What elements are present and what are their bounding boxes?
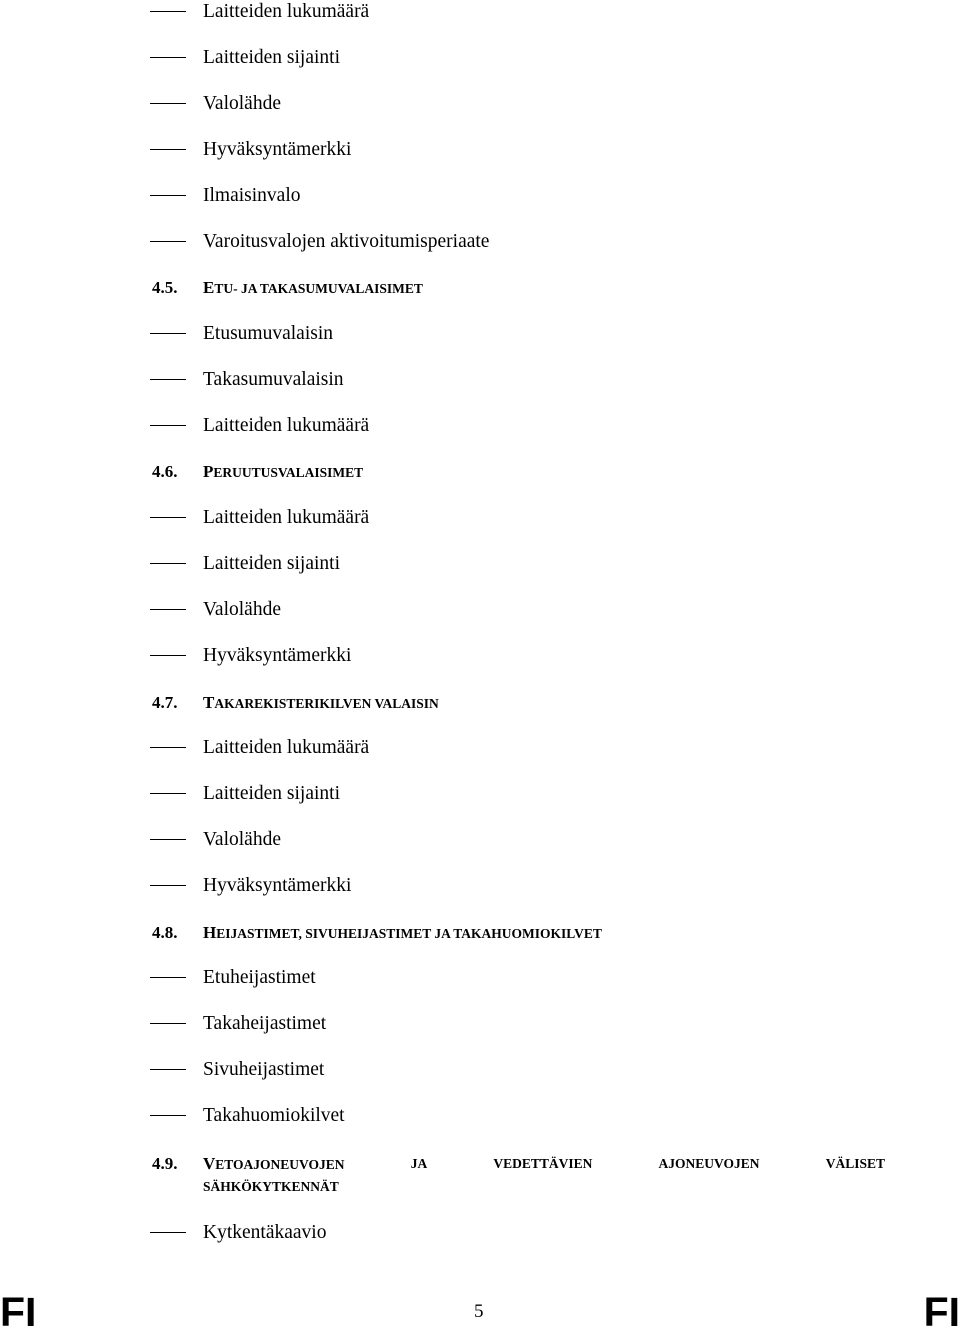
dash-icon xyxy=(150,195,186,196)
dash-icon xyxy=(150,57,186,58)
dash-icon xyxy=(150,747,186,748)
dash-icon xyxy=(150,517,186,518)
dash-icon xyxy=(150,11,186,12)
section-heading-4-8 xyxy=(152,913,602,953)
dash-icon xyxy=(150,839,186,840)
section-title-word: AJONEUVOJEN xyxy=(658,1156,760,1171)
dash-icon xyxy=(150,241,186,242)
page-footer xyxy=(0,1289,960,1335)
section-title-initial: H xyxy=(203,923,217,942)
list-item: Hyväksyntämerkki xyxy=(0,863,960,909)
section-title-word: VÄLISET xyxy=(825,1156,885,1171)
dash-icon xyxy=(150,1069,186,1070)
dash-icon xyxy=(150,609,186,610)
list-item: Takasumuvalaisin xyxy=(0,357,960,403)
dash-icon xyxy=(150,1115,186,1116)
list-item: Etusumuvalaisin xyxy=(0,311,960,357)
section-title: AKAREKISTERIKILVEN VALAISIN xyxy=(214,696,439,711)
section-title: ERUUTUSVALAISIMET xyxy=(213,465,364,480)
dash-icon xyxy=(150,379,186,380)
section-number: 4.8. xyxy=(152,923,178,942)
section-heading-4-7 xyxy=(152,683,439,723)
list-item: Laitteiden lukumäärä xyxy=(0,495,960,541)
section-number: 4.7. xyxy=(152,693,178,712)
list-item: Etuheijastimet xyxy=(0,955,960,1001)
section-number: 4.9. xyxy=(152,1154,178,1173)
list-item: Valolähde xyxy=(0,817,960,863)
list-item: Laitteiden sijainti xyxy=(0,35,960,81)
section-heading-4-9 xyxy=(152,1150,885,1202)
dash-icon xyxy=(150,103,186,104)
language-code-left: FI xyxy=(0,1289,37,1335)
list-item: Takaheijastimet xyxy=(0,1001,960,1047)
dash-icon xyxy=(150,149,186,150)
section-title-line-2: SÄHKÖKYTKENNÄT xyxy=(203,1179,339,1194)
section-title-initial: E xyxy=(203,278,215,297)
section-title: TU- JA TAKASUMUVALAISIMET xyxy=(214,281,423,296)
dash-icon xyxy=(150,1023,186,1024)
dash-icon xyxy=(150,1232,186,1233)
dash-icon xyxy=(150,563,186,564)
section-title-initial: T xyxy=(203,693,215,712)
list-item: Takahuomiokilvet xyxy=(0,1093,960,1139)
section-heading-4-6 xyxy=(152,452,363,492)
list-item: Kytkentäkaavio xyxy=(0,1210,960,1256)
list-item: Laitteiden lukumäärä xyxy=(0,725,960,771)
section-title-initial: P xyxy=(203,462,214,481)
dash-icon xyxy=(150,793,186,794)
list-item: Laitteiden lukumäärä xyxy=(0,0,960,35)
list-item: Ilmaisinvalo xyxy=(0,173,960,219)
section-title-line-1: VETOAJONEUVOJEN JA VEDETTÄVIEN AJONEUVOJEN VÄLISET xyxy=(203,1150,885,1179)
dash-icon xyxy=(150,655,186,656)
dash-icon xyxy=(150,333,186,334)
list-item: Valolähde xyxy=(0,587,960,633)
section-heading-4-5 xyxy=(152,268,423,308)
section-title-word: JA xyxy=(410,1156,428,1171)
list-item: Hyväksyntämerkki xyxy=(0,633,960,679)
section-number: 4.6. xyxy=(152,462,178,481)
language-code-right: FI xyxy=(923,1289,960,1335)
section-number: 4.5. xyxy=(152,278,178,297)
list-item: Sivuheijastimet xyxy=(0,1047,960,1093)
list-item: Valolähde xyxy=(0,81,960,127)
page-number: 5 xyxy=(474,1301,484,1322)
section-title: EIJASTIMET, SIVUHEIJASTIMET JA TAKAHUOMIOKILVET xyxy=(216,926,602,941)
list-item: Laitteiden lukumäärä xyxy=(0,403,960,449)
list-item: Hyväksyntämerkki xyxy=(0,127,960,173)
section-title-word: VEDETTÄVIEN xyxy=(493,1156,593,1171)
dash-icon xyxy=(150,885,186,886)
dash-icon xyxy=(150,977,186,978)
section-title-word: ETOAJONEUVOJEN xyxy=(215,1157,345,1172)
list-item: Laitteiden sijainti xyxy=(0,771,960,817)
list-item: Laitteiden sijainti xyxy=(0,541,960,587)
list-item: Varoitusvalojen aktivoitumisperiaate xyxy=(0,219,960,265)
dash-icon xyxy=(150,425,186,426)
